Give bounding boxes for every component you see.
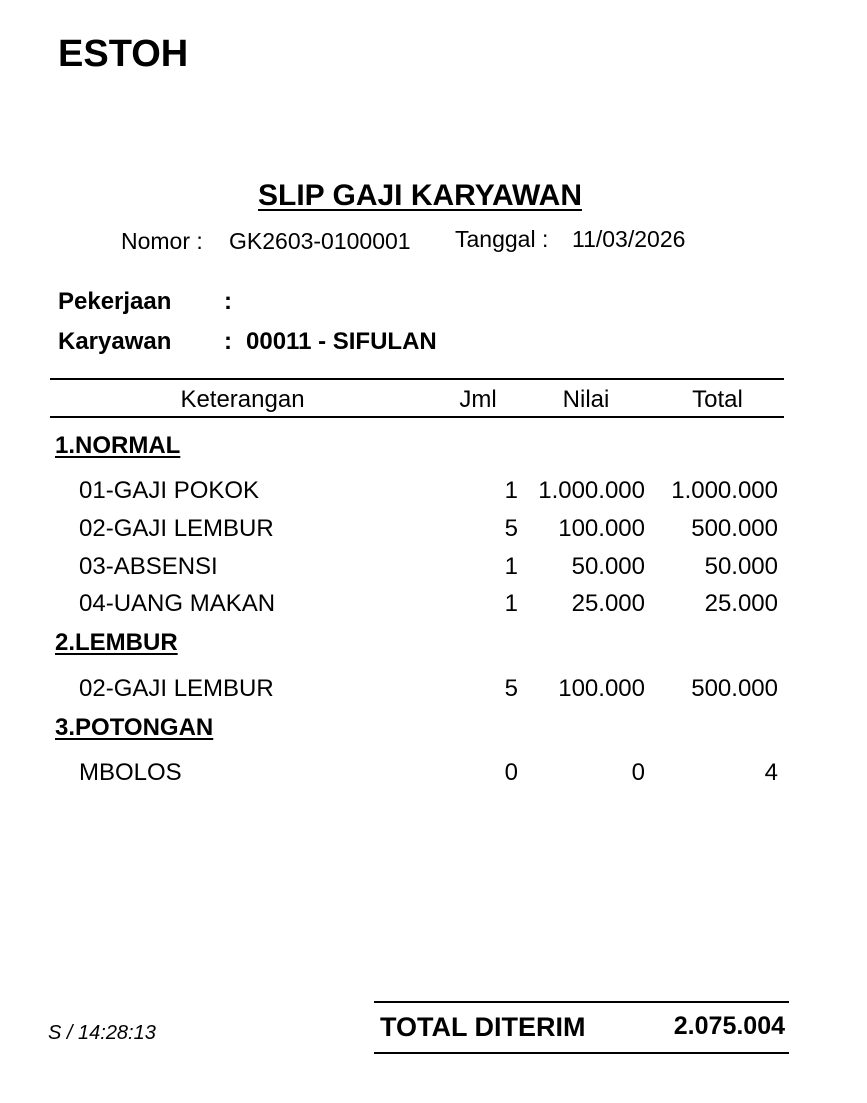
total-value: 2.075.004	[673, 1012, 785, 1040]
nomor-value: GK2603-0100001	[229, 228, 411, 254]
row-desc: 03-ABSENSI	[79, 553, 218, 580]
row-desc: MBOLOS	[79, 759, 182, 786]
row-desc: 02-GAJI LEMBUR	[79, 675, 274, 702]
company-name: ESTOH	[58, 33, 189, 75]
row-desc: 01-GAJI POKOK	[79, 477, 260, 504]
row-jml: 5	[504, 515, 518, 542]
total-label: TOTAL DITERIM	[380, 1012, 586, 1042]
table-row	[0, 477, 867, 511]
section-lembur: 2.LEMBUR	[55, 629, 178, 656]
nomor-label: Nomor :	[121, 228, 203, 254]
row-jml: 1	[504, 477, 518, 504]
pekerjaan-label: Pekerjaan	[58, 288, 172, 315]
row-jml: 1	[504, 590, 518, 617]
row-nilai: 100.000	[558, 675, 645, 702]
row-jml: 1	[504, 553, 518, 580]
table-top-rule	[50, 378, 784, 380]
pekerjaan-colon: :	[224, 288, 232, 315]
row-total: 500.000	[691, 515, 778, 542]
table-row	[0, 759, 867, 793]
row-jml: 0	[504, 759, 518, 786]
row-nilai: 0	[631, 759, 645, 786]
row-desc: 04-UANG MAKAN	[79, 590, 276, 617]
row-jml: 5	[504, 675, 518, 702]
row-total: 25.000	[704, 590, 778, 617]
row-total: 1.000.000	[671, 477, 778, 504]
row-total: 4	[764, 759, 778, 786]
row-nilai: 50.000	[571, 553, 645, 580]
row-total: 50.000	[704, 553, 778, 580]
table-header-rule	[50, 416, 784, 418]
header-keterangan: Keterangan	[180, 386, 305, 413]
karyawan-label: Karyawan	[58, 328, 172, 355]
table-row	[0, 590, 867, 624]
total-bottom-rule	[374, 1052, 789, 1054]
header-jml: Jml	[459, 386, 497, 413]
section-potongan: 3.POTONGAN	[55, 714, 214, 741]
tanggal-value: 11/03/2026	[572, 226, 686, 252]
total-top-rule	[374, 1001, 789, 1003]
tanggal-label: Tanggal :	[455, 226, 549, 252]
row-desc: 02-GAJI LEMBUR	[79, 515, 274, 542]
table-row	[0, 515, 867, 549]
table-row	[0, 553, 867, 587]
table-row	[0, 675, 867, 709]
header-nilai: Nilai	[562, 386, 610, 413]
header-total: Total	[692, 386, 743, 413]
row-nilai: 1.000.000	[538, 477, 645, 504]
document-title: SLIP GAJI KARYAWAN	[258, 179, 582, 212]
row-nilai: 100.000	[558, 515, 645, 542]
print-time: S / 14:28:13	[48, 1022, 156, 1044]
row-nilai: 25.000	[571, 590, 645, 617]
row-total: 500.000	[691, 675, 778, 702]
karyawan-value: 00011 - SIFULAN	[246, 328, 437, 355]
section-normal: 1.NORMAL	[55, 432, 181, 459]
karyawan-colon: :	[224, 328, 232, 355]
